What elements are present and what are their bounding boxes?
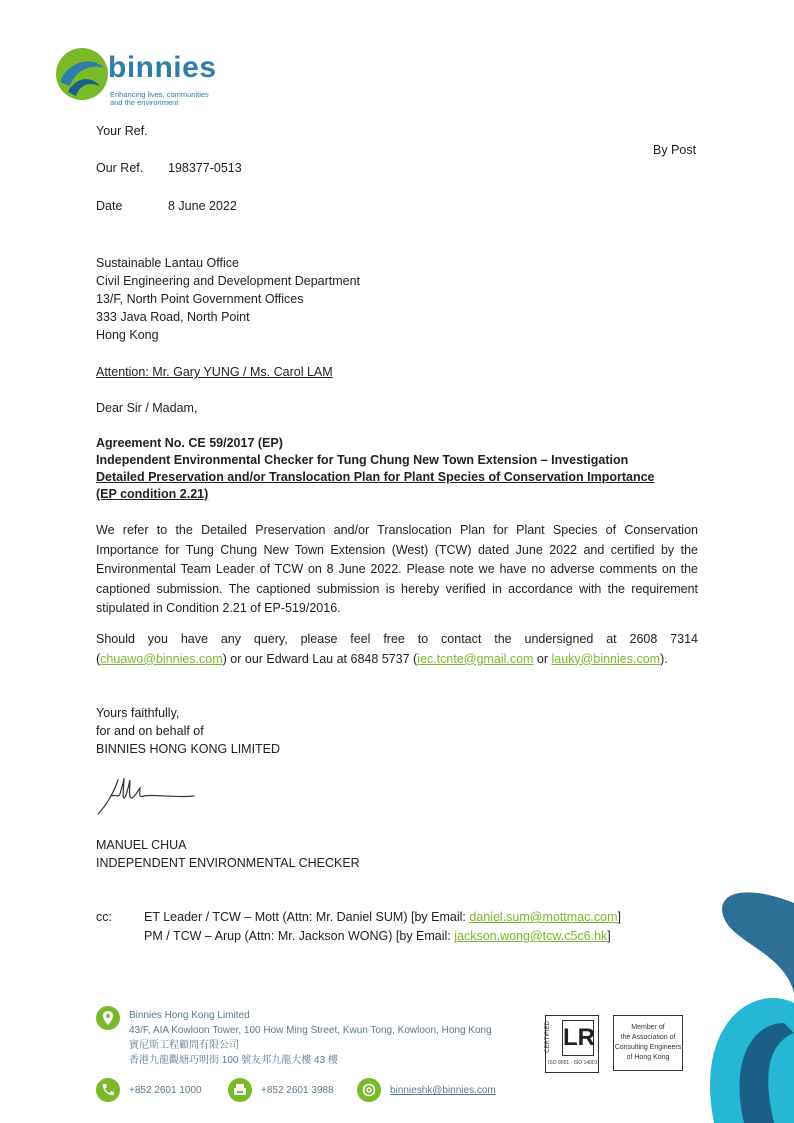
footer-company-en: Binnies Hong Kong Limited xyxy=(129,1010,250,1021)
closing-line: Yours faithfully, xyxy=(96,706,180,720)
footer-fax: +852 2601 3988 xyxy=(261,1085,334,1096)
delivery-method: By Post xyxy=(653,143,697,157)
subject-project: Independent Environmental Checker for Tung Chung New Town Extension – Investigation xyxy=(96,453,629,467)
lr-logo: LR xyxy=(562,1020,594,1056)
paragraph-text: ) or our Edward Lau at 6848 5737 ( xyxy=(222,651,418,666)
our-ref-value: 198377-0513 xyxy=(168,161,242,175)
member-line: the Association of xyxy=(620,1034,676,1041)
address-line: 333 Java Road, North Point xyxy=(96,310,250,324)
email-link-jackson-wong[interactable]: jackson.wong@tcw.c5c6.hk xyxy=(454,929,608,943)
body-paragraph-2 xyxy=(96,630,698,669)
address-line: Sustainable Lantau Office xyxy=(96,256,239,270)
footer-address-zh: 香港九龍觀塘巧明街 100 號友邦九龍大樓 43 樓 xyxy=(129,1055,338,1066)
cc-text: ] xyxy=(607,929,611,943)
cc-text: ET Leader / TCW – Mott (Attn: Mr. Daniel SUM) [by Email: xyxy=(144,910,470,924)
member-line: of Hong Kong xyxy=(626,1054,670,1061)
closing-line: BINNIES HONG KONG LIMITED xyxy=(96,742,281,756)
email-link-daniel-sum[interactable]: daniel.sum@mottmac.com xyxy=(469,910,618,924)
date-label: Date xyxy=(96,199,123,213)
signatory-title: INDEPENDENT ENVIRONMENTAL CHECKER xyxy=(96,856,360,870)
footer-email[interactable]: binnieshk@binnies.com xyxy=(390,1085,496,1096)
salutation: Dear Sir / Madam, xyxy=(96,401,198,415)
cc-text: PM / TCW – Arup (Attn: Mr. Jackson WONG) [by Email: xyxy=(144,929,455,943)
recipient-address xyxy=(96,254,360,344)
signature-image xyxy=(94,772,204,822)
decorative-swoosh xyxy=(634,873,794,1123)
paragraph-text: or xyxy=(533,651,552,666)
address-line: 13/F, North Point Government Offices xyxy=(96,292,304,306)
cert-codes: ISO 9001 · ISO 14001 xyxy=(548,1060,598,1066)
subject-agreement: Agreement No. CE 59/2017 (EP) xyxy=(96,436,283,450)
member-line: Consulting Engineers xyxy=(614,1044,682,1051)
certification-badge xyxy=(545,1015,599,1073)
attention-line: Attention: Mr. Gary YUNG / Ms. Carol LAM xyxy=(96,365,333,379)
address-line: Hong Kong xyxy=(96,328,159,342)
subject-condition: (EP condition 2.21) xyxy=(96,487,209,501)
footer-company-zh: 賓尼斯工程顧問有限公司 xyxy=(129,1040,239,1051)
logo-tagline-2: and the environment xyxy=(110,98,179,107)
cert-vertical-text: CERTIFIED xyxy=(544,1021,551,1053)
closing-line: for and on behalf of xyxy=(96,724,204,738)
location-icon xyxy=(96,1006,120,1030)
closing-block xyxy=(96,704,280,758)
signatory-name: MANUEL CHUA xyxy=(96,838,187,852)
paragraph-text: Should you have any query, please feel free to contact the undersigned at 2608 7314 ( xyxy=(96,632,698,666)
email-link-lauky[interactable]: lauky@binnies.com xyxy=(551,651,661,666)
cc-line-1 xyxy=(144,908,621,926)
logo-tagline-1: Enhancing lives, communities xyxy=(110,90,209,99)
subject-block xyxy=(96,435,654,503)
address-line: Civil Engineering and Development Department xyxy=(96,274,361,288)
logo-wordmark: binnies xyxy=(108,51,217,84)
email-link-iec[interactable]: iec.tcnte@gmail.com xyxy=(417,651,534,666)
company-logo xyxy=(54,46,239,110)
our-ref-label: Our Ref. xyxy=(96,161,144,175)
email-link-chuawo[interactable]: chuawo@binnies.com xyxy=(100,651,223,666)
date-value: 8 June 2022 xyxy=(168,199,237,213)
phone-icon xyxy=(96,1078,120,1102)
your-ref-label: Your Ref. xyxy=(96,124,148,138)
fax-icon xyxy=(228,1078,252,1102)
member-line: Member of xyxy=(631,1024,665,1031)
footer-address-en: 43/F, AIA Kowloon Tower, 100 How Ming Street, Kwun Tong, Kowloon, Hong Kong xyxy=(129,1025,492,1036)
membership-badge xyxy=(613,1015,683,1071)
cc-label: cc: xyxy=(96,910,112,924)
signatory-block xyxy=(96,836,360,872)
subject-title: Detailed Preservation and/or Translocation Plan for Plant Species of Conservation Importance xyxy=(96,470,655,484)
cc-text: ] xyxy=(617,910,621,924)
body-paragraph-1: We refer to the Detailed Preservation and/or Translocation Plan for Plant Species of Conservation Importance for Tung Chung New Town Extension (West) (TCW) dated June 2022 and certified by the Environmental Team Leader of TCW on 8 June 2022. Please note we have no adverse comments on the captioned submission. The captioned submission is hereby verified in accordance with the requirement stipulated in Condition 2.21 of EP-519/2016. xyxy=(96,523,698,615)
binnies-logo-mark xyxy=(54,46,110,102)
cc-line-2 xyxy=(144,927,611,945)
email-icon xyxy=(357,1078,381,1102)
paragraph-text: ). xyxy=(660,651,668,666)
footer-phone: +852 2601 1000 xyxy=(129,1085,202,1096)
